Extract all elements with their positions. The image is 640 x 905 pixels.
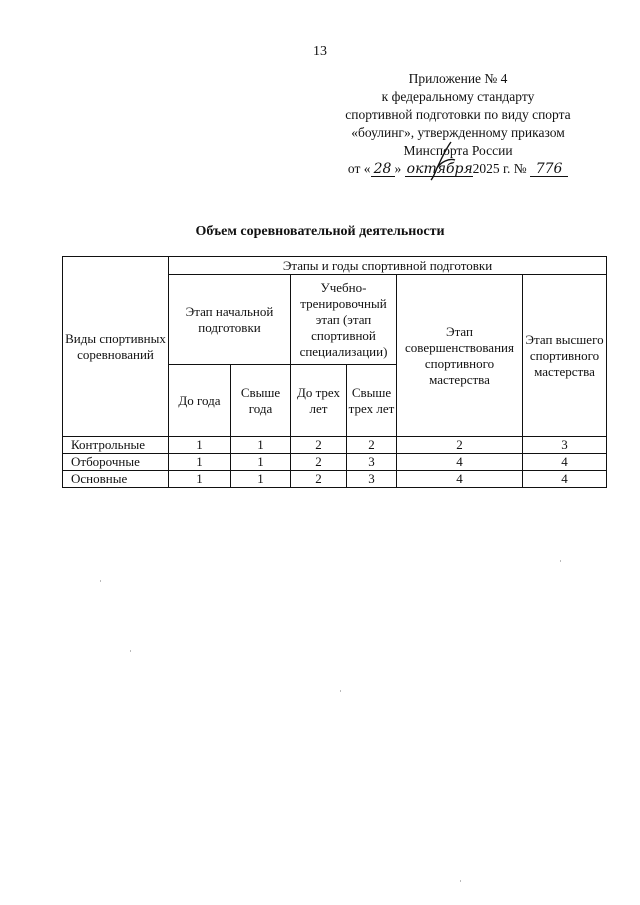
stage-highest-header: Этап высшего спортивного мастерства	[523, 275, 607, 437]
date-day: 28	[371, 162, 395, 177]
subheader-training-a: До трех лет	[291, 365, 347, 437]
date-month: октября	[406, 161, 473, 177]
subheader-initial-a: До года	[169, 365, 231, 437]
order-date-line	[318, 160, 598, 178]
table-cell: 1	[231, 437, 291, 454]
table-cell: 3	[347, 471, 397, 488]
table-row	[63, 437, 607, 454]
appendix-line: к федеральному стандарту	[381, 89, 535, 104]
subheader-initial-b: Свыше года	[231, 365, 291, 437]
order-number: 776	[530, 162, 568, 177]
table-cell: 4	[397, 471, 523, 488]
table-cell: 3	[347, 454, 397, 471]
page-number: 13	[313, 44, 327, 59]
table-row	[63, 471, 607, 488]
document-title: Объем соревновательной деятельности	[195, 224, 445, 239]
date-prefix: от «	[347, 161, 371, 176]
table-cell: 1	[169, 437, 231, 454]
table-cell: 1	[169, 471, 231, 488]
scan-speck	[130, 650, 131, 652]
appendix-line: Минспорта России	[403, 143, 513, 158]
date-mid: »	[394, 161, 402, 176]
date-year: 2025 г. №	[472, 161, 527, 176]
table-cell: 2	[291, 454, 347, 471]
table-cell: 2	[347, 437, 397, 454]
row-label: Отборочные	[63, 454, 169, 471]
table-cell: 4	[523, 454, 607, 471]
scan-speck	[460, 880, 461, 882]
table-cell: 2	[291, 471, 347, 488]
row-label: Основные	[63, 471, 169, 488]
row-header: Виды спортивных соревнований	[63, 257, 169, 437]
table-cell: 4	[397, 454, 523, 471]
scan-speck	[340, 690, 341, 692]
scan-speck	[100, 580, 101, 582]
subheader-training-b: Свыше трех лет	[347, 365, 397, 437]
stage-improvement-header: Этап совершенствования спортивного мастерства	[397, 275, 523, 437]
competition-volume-table	[62, 256, 607, 488]
table-cell: 1	[169, 454, 231, 471]
appendix-line: спортивной подготовки по виду спорта	[345, 107, 571, 122]
table-cell: 3	[523, 437, 607, 454]
table-cell: 1	[231, 471, 291, 488]
table-cell: 2	[291, 437, 347, 454]
table-cell: 4	[523, 471, 607, 488]
appendix-block	[318, 70, 598, 178]
table-cell: 1	[231, 454, 291, 471]
scan-speck	[560, 560, 561, 562]
table-row	[63, 454, 607, 471]
appendix-line: «боулинг», утвержденному приказом	[351, 125, 565, 140]
appendix-line: Приложение № 4	[408, 71, 508, 86]
stage-training-header: Учебно-тренировочный этап (этап спортивной специализации)	[291, 275, 397, 365]
row-label: Контрольные	[63, 437, 169, 454]
stage-initial-header: Этап начальной подготовки	[169, 275, 291, 365]
group-header: Этапы и годы спортивной подготовки	[169, 257, 607, 275]
handwritten-signature	[423, 140, 463, 182]
table-cell: 2	[397, 437, 523, 454]
